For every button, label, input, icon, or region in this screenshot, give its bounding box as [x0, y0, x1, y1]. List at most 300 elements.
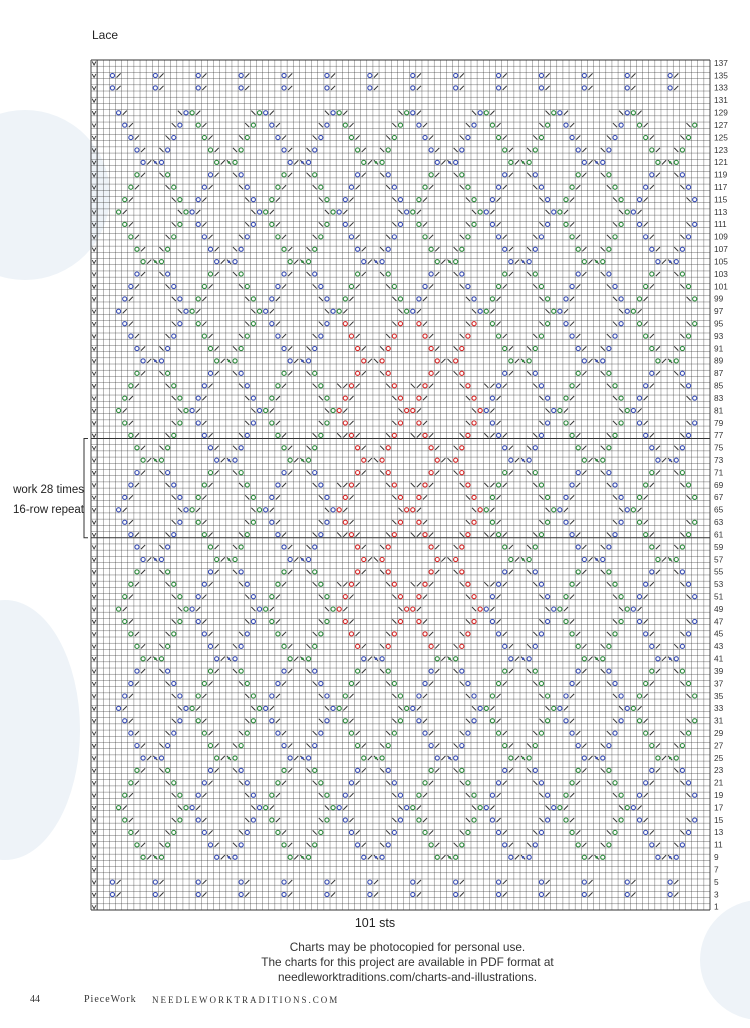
decrease-mark	[159, 86, 163, 90]
yarnover-mark	[239, 545, 243, 549]
yarnover-mark	[625, 806, 629, 810]
yarnover-mark	[656, 557, 660, 561]
decrease-mark	[282, 235, 286, 239]
decrease-mark	[417, 73, 421, 77]
yarnover-mark	[527, 359, 531, 363]
yarnover-mark	[325, 222, 329, 226]
decrease-mark	[607, 731, 611, 735]
slip-stitch-mark	[92, 781, 96, 785]
decrease-mark	[202, 619, 206, 623]
row-number: 51	[714, 591, 724, 602]
yarnover-mark	[539, 681, 543, 685]
decrease-mark	[674, 892, 678, 896]
yarnover-mark	[693, 694, 697, 698]
yarnover-mark	[233, 557, 237, 561]
decrease-mark	[417, 309, 421, 313]
yarnover-mark	[460, 247, 464, 251]
yarnover-mark	[135, 744, 139, 748]
yarnover-mark	[509, 855, 513, 859]
decrease-mark	[208, 384, 212, 388]
decrease-mark	[368, 855, 372, 859]
decrease-mark	[644, 322, 648, 326]
decrease-mark	[613, 694, 617, 698]
yarnover-mark	[190, 706, 194, 710]
yarnover-mark	[129, 533, 133, 537]
decrease-mark	[386, 135, 390, 139]
yarnover-mark	[215, 756, 219, 760]
row-number: 133	[714, 82, 728, 93]
decrease-mark	[245, 322, 249, 326]
yarnover-mark	[496, 433, 500, 437]
yarnover-mark	[686, 185, 690, 189]
yarnover-mark	[319, 681, 323, 685]
yarnover-mark	[411, 880, 415, 884]
decrease-mark	[343, 582, 347, 586]
decrease-mark	[607, 681, 611, 685]
decrease-mark	[588, 359, 592, 363]
yarnover-mark	[386, 471, 390, 475]
decrease-mark	[533, 681, 537, 685]
yarnover-mark	[631, 706, 635, 710]
yarnover-mark	[184, 508, 188, 512]
decrease-mark	[644, 793, 648, 797]
note-line-1: Charts may be photocopied for personal use.	[289, 940, 526, 954]
yarnover-mark	[313, 669, 317, 673]
yarnover-mark	[411, 86, 415, 90]
decrease-mark	[650, 334, 654, 338]
decrease-mark	[313, 781, 317, 785]
decrease-mark	[588, 458, 592, 462]
yarnover-mark	[215, 557, 219, 561]
decrease-mark	[380, 272, 384, 276]
decrease-mark	[276, 421, 280, 425]
decrease-mark	[398, 408, 402, 412]
yarnover-mark	[631, 607, 635, 611]
decrease-mark	[429, 483, 433, 487]
decrease-mark	[588, 657, 592, 661]
decrease-mark	[349, 619, 353, 623]
dot-mark	[228, 757, 231, 760]
yarnover-mark	[270, 396, 274, 400]
yarnover-mark	[650, 843, 654, 847]
yarnover-mark	[172, 384, 176, 388]
yarnover-mark	[607, 744, 611, 748]
yarnover-mark	[141, 260, 145, 264]
decrease-mark	[239, 533, 243, 537]
yarnover-mark	[337, 508, 341, 512]
yarnover-mark	[245, 483, 249, 487]
yarnover-mark	[564, 396, 568, 400]
decrease-mark	[141, 843, 145, 847]
yarnover-mark	[509, 557, 513, 561]
decrease-mark	[166, 235, 170, 239]
yarnover-mark	[172, 731, 176, 735]
slip-stitch-mark	[92, 161, 96, 165]
yarnover-mark	[490, 719, 494, 723]
yarnover-mark	[196, 222, 200, 226]
decrease-mark	[607, 632, 611, 636]
yarnover-mark	[282, 371, 286, 375]
decrease-mark	[135, 433, 139, 437]
decrease-mark	[454, 173, 458, 177]
decrease-mark	[588, 86, 592, 90]
decrease-mark	[239, 681, 243, 685]
yarnover-mark	[282, 768, 286, 772]
yarnover-mark	[141, 458, 145, 462]
yarnover-mark	[693, 495, 697, 499]
yarnover-mark	[570, 681, 574, 685]
yarnover-mark	[454, 160, 458, 164]
yarnover-mark	[686, 384, 690, 388]
dot-mark	[669, 459, 672, 462]
slip-stitch-mark	[92, 607, 96, 611]
decrease-mark	[362, 545, 366, 549]
yarnover-mark	[319, 731, 323, 735]
decrease-mark	[386, 483, 390, 487]
yarnover-mark	[398, 322, 402, 326]
yarnover-mark	[276, 582, 280, 586]
yarnover-mark	[116, 210, 120, 214]
decrease-mark	[650, 781, 654, 785]
decrease-mark	[208, 483, 212, 487]
yarnover-mark	[178, 694, 182, 698]
yarnover-mark	[693, 818, 697, 822]
yarnover-mark	[282, 173, 286, 177]
yarnover-mark	[570, 632, 574, 636]
decrease-mark	[674, 446, 678, 450]
yarnover-mark	[233, 359, 237, 363]
yarnover-mark	[668, 86, 672, 90]
row-number: 37	[714, 678, 724, 689]
decrease-mark	[172, 396, 176, 400]
yarnover-mark	[576, 346, 580, 350]
yarnover-mark	[564, 619, 568, 623]
decrease-mark	[380, 371, 384, 375]
decrease-mark	[680, 582, 684, 586]
yarnover-mark	[454, 657, 458, 661]
slip-stitch-mark	[92, 359, 96, 363]
decrease-mark	[270, 806, 274, 810]
decrease-mark	[656, 446, 660, 450]
yarnover-mark	[601, 359, 605, 363]
yarnover-mark	[178, 818, 182, 822]
yarnover-mark	[356, 744, 360, 748]
decrease-mark	[546, 309, 550, 313]
yarnover-mark	[644, 433, 648, 437]
yarnover-mark	[319, 433, 323, 437]
yarnover-mark	[288, 458, 292, 462]
yarnover-mark	[411, 892, 415, 896]
decrease-mark	[325, 408, 329, 412]
yarnover-mark	[196, 595, 200, 599]
yarnover-mark	[460, 346, 464, 350]
row-number: 23	[714, 765, 724, 776]
decrease-mark	[582, 272, 586, 276]
decrease-mark	[435, 843, 439, 847]
decrease-mark	[282, 334, 286, 338]
yarnover-mark	[503, 768, 507, 772]
decrease-mark	[343, 508, 347, 512]
decrease-mark	[496, 694, 500, 698]
yarnover-mark	[196, 86, 200, 90]
slip-stitch-mark	[92, 322, 96, 326]
decrease-mark	[245, 222, 249, 226]
decrease-mark	[123, 210, 127, 214]
yarnover-mark	[650, 471, 654, 475]
yarnover-mark	[429, 247, 433, 251]
yarnover-mark	[356, 371, 360, 375]
decrease-mark	[356, 334, 360, 338]
yarnover-mark	[166, 247, 170, 251]
yarnover-mark	[484, 309, 488, 313]
dot-mark	[522, 161, 525, 164]
decrease-mark	[460, 334, 464, 338]
decrease-mark	[582, 570, 586, 574]
yarnover-mark	[650, 148, 654, 152]
decrease-mark	[411, 384, 415, 388]
yarnover-mark	[405, 309, 409, 313]
decrease-mark	[570, 123, 574, 127]
decrease-mark	[386, 582, 390, 586]
yarnover-mark	[423, 533, 427, 537]
yarnover-mark	[619, 297, 623, 301]
yarnover-mark	[637, 222, 641, 226]
yarnover-mark	[392, 533, 396, 537]
yarnover-mark	[644, 582, 648, 586]
decrease-mark	[546, 706, 550, 710]
yarnover-mark	[625, 309, 629, 313]
decrease-mark	[527, 470, 531, 474]
yarnover-mark	[288, 557, 292, 561]
yarnover-mark	[337, 607, 341, 611]
decrease-mark	[356, 533, 360, 537]
decrease-mark	[172, 793, 176, 797]
yarnover-mark	[417, 793, 421, 797]
yarnover-mark	[166, 644, 170, 648]
decrease-mark	[650, 632, 654, 636]
decrease-mark	[533, 433, 537, 437]
decrease-mark	[674, 880, 678, 884]
decrease-mark	[472, 806, 476, 810]
decrease-mark	[674, 173, 678, 177]
decrease-mark	[503, 235, 507, 239]
yarnover-mark	[123, 719, 127, 723]
dot-mark	[595, 657, 598, 660]
yarnover-mark	[576, 272, 580, 276]
yarnover-mark	[496, 681, 500, 685]
yarnover-mark	[392, 284, 396, 288]
decrease-mark	[245, 892, 249, 896]
decrease-mark	[374, 86, 378, 90]
yarnover-mark	[208, 570, 212, 574]
yarnover-mark	[411, 706, 415, 710]
decrease-mark	[362, 346, 366, 350]
yarnover-mark	[674, 359, 678, 363]
yarnover-mark	[325, 86, 329, 90]
dot-mark	[375, 657, 378, 660]
decrease-mark	[319, 297, 323, 301]
yarnover-mark	[110, 892, 114, 896]
decrease-mark	[288, 346, 292, 350]
yarnover-mark	[245, 830, 249, 834]
decrease-mark	[546, 408, 550, 412]
yarnover-mark	[349, 731, 353, 735]
yarnover-mark	[490, 694, 494, 698]
decrease-mark	[435, 247, 439, 251]
yarnover-mark	[435, 756, 439, 760]
decrease-mark	[680, 433, 684, 437]
yarnover-mark	[637, 396, 641, 400]
yarnover-mark	[257, 806, 261, 810]
decrease-mark	[239, 731, 243, 735]
decrease-mark	[466, 297, 470, 301]
decrease-mark	[490, 607, 494, 611]
yarnover-mark	[503, 570, 507, 574]
yarnover-mark	[349, 135, 353, 139]
yarnover-mark	[270, 123, 274, 127]
yarnover-mark	[570, 235, 574, 239]
decrease-mark	[172, 222, 176, 226]
yarnover-mark	[423, 334, 427, 338]
yarnover-mark	[570, 135, 574, 139]
decrease-mark	[356, 582, 360, 586]
decrease-mark	[472, 309, 476, 313]
dot-mark	[522, 856, 525, 859]
yarnover-mark	[270, 793, 274, 797]
yarnover-mark	[637, 322, 641, 326]
decrease-mark	[245, 595, 249, 599]
dot-mark	[669, 657, 672, 660]
decrease-mark	[208, 533, 212, 537]
yarnover-mark	[490, 595, 494, 599]
decrease-mark	[368, 160, 372, 164]
decrease-mark	[454, 148, 458, 152]
decrease-mark	[588, 892, 592, 896]
decrease-mark	[484, 384, 488, 388]
decrease-mark	[307, 148, 311, 152]
decrease-mark	[496, 396, 500, 400]
decrease-mark	[674, 371, 678, 375]
repeat-rows: 16-row repeat	[13, 504, 84, 516]
yarnover-mark	[637, 421, 641, 425]
dot-mark	[595, 161, 598, 164]
yarnover-mark	[429, 570, 433, 574]
yarnover-mark	[239, 73, 243, 77]
yarnover-mark	[276, 731, 280, 735]
yarnover-mark	[343, 619, 347, 623]
decrease-mark	[392, 123, 396, 127]
decrease-mark	[662, 855, 666, 859]
decrease-mark	[564, 408, 568, 412]
yarnover-mark	[650, 669, 654, 673]
decrease-mark	[533, 582, 537, 586]
yarnover-mark	[349, 284, 353, 288]
decrease-mark	[613, 818, 617, 822]
yarnover-mark	[546, 322, 550, 326]
decrease-mark	[398, 309, 402, 313]
yarnover-mark	[208, 744, 212, 748]
decrease-mark	[166, 384, 170, 388]
yarnover-mark	[356, 545, 360, 549]
decrease-mark	[588, 73, 592, 77]
yarnover-mark	[570, 731, 574, 735]
yarnover-mark	[435, 557, 439, 561]
decrease-mark	[582, 346, 586, 350]
decrease-mark	[202, 73, 206, 77]
decrease-mark	[147, 260, 151, 264]
yarnover-mark	[282, 272, 286, 276]
yarnover-mark	[411, 210, 415, 214]
yarnover-mark	[319, 135, 323, 139]
yarnover-mark	[172, 533, 176, 537]
decrease-mark	[331, 73, 335, 77]
decrease-mark	[172, 495, 176, 499]
decrease-mark	[245, 421, 249, 425]
yarnover-mark	[680, 744, 684, 748]
decrease-mark	[656, 346, 660, 350]
decrease-mark	[349, 818, 353, 822]
yarnover-mark	[129, 681, 133, 685]
decrease-mark	[674, 743, 678, 747]
decrease-mark	[135, 533, 139, 537]
row-number: 117	[714, 181, 728, 192]
yarnover-mark	[558, 806, 562, 810]
yarnover-mark	[190, 210, 194, 214]
decrease-mark	[251, 210, 255, 214]
decrease-mark	[417, 806, 421, 810]
decrease-mark	[196, 706, 200, 710]
decrease-mark	[349, 222, 353, 226]
yarnover-mark	[472, 595, 476, 599]
yarnover-mark	[619, 421, 623, 425]
decrease-mark	[202, 86, 206, 90]
yarnover-mark	[484, 706, 488, 710]
yarnover-mark	[135, 272, 139, 276]
decrease-mark	[503, 681, 507, 685]
yarnover-mark	[313, 768, 317, 772]
decrease-mark	[686, 421, 690, 425]
decrease-mark	[466, 495, 470, 499]
yarnover-mark	[460, 768, 464, 772]
yarnover-mark	[656, 458, 660, 462]
decrease-mark	[533, 135, 537, 139]
yarnover-mark	[546, 495, 550, 499]
decrease-mark	[313, 433, 317, 437]
decrease-mark	[503, 86, 507, 90]
yarnover-mark	[576, 446, 580, 450]
yarnover-mark	[650, 173, 654, 177]
yarnover-mark	[398, 818, 402, 822]
yarnover-mark	[546, 619, 550, 623]
yarnover-mark	[607, 173, 611, 177]
decrease-mark	[613, 421, 617, 425]
yarnover-mark	[343, 123, 347, 127]
decrease-mark	[362, 843, 366, 847]
yarnover-mark	[172, 334, 176, 338]
yarnover-mark	[637, 719, 641, 723]
decrease-mark	[368, 260, 372, 264]
yarnover-mark	[276, 483, 280, 487]
yarnover-mark	[325, 123, 329, 127]
decrease-mark	[656, 545, 660, 549]
yarnover-mark	[625, 607, 629, 611]
dot-mark	[595, 260, 598, 263]
row-number: 43	[714, 641, 724, 652]
yarnover-mark	[190, 806, 194, 810]
decrease-mark	[576, 235, 580, 239]
decrease-mark	[496, 818, 500, 822]
yarnover-mark	[478, 309, 482, 313]
